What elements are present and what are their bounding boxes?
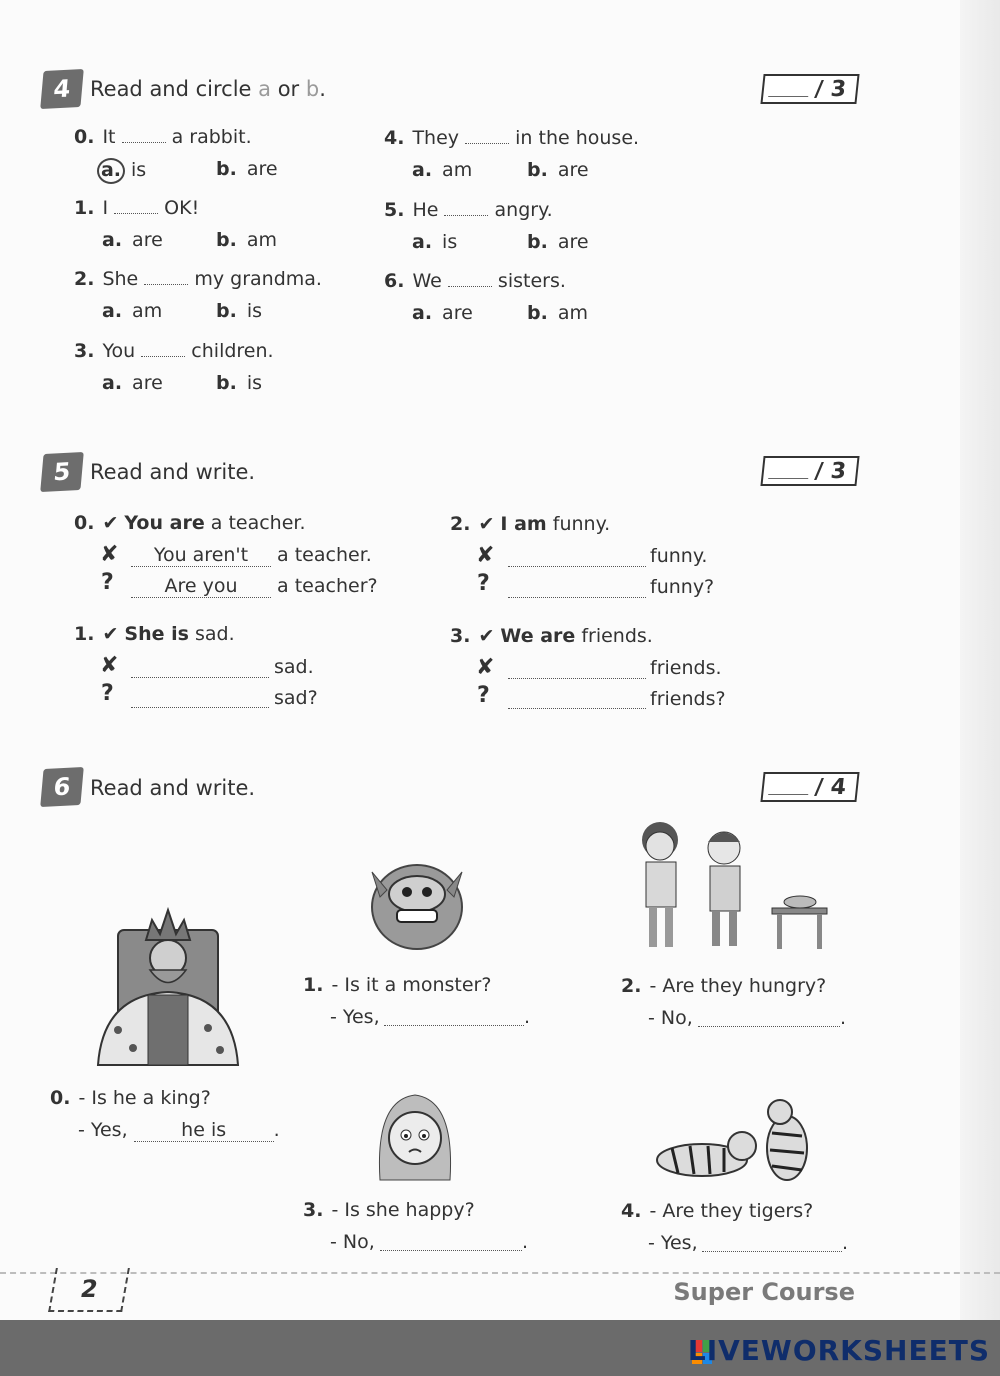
line-end: friends?: [650, 688, 726, 710]
item-number: 1.: [74, 197, 95, 219]
item-pre: It: [102, 126, 116, 148]
item-blank[interactable]: [122, 142, 166, 143]
s5-item-0-statement: [74, 512, 306, 534]
section-6-badge: [40, 767, 84, 807]
line-end: a teacher?: [277, 575, 378, 597]
option-label: b.: [527, 231, 548, 253]
s4-item-4: [384, 127, 639, 149]
king-illustration: [88, 900, 248, 1075]
section-6-number: 6: [52, 772, 72, 802]
option-label: b.: [216, 300, 237, 322]
section-5-badge: [40, 452, 84, 492]
s5-item-0-negative: [131, 544, 372, 567]
answer-pre: - Yes,: [78, 1119, 128, 1141]
option-text: am: [557, 302, 588, 324]
s6-item-3-question: [303, 1199, 475, 1221]
page-number: 2: [78, 1275, 100, 1303]
page-number-badge: [48, 1268, 130, 1312]
item-post: my grandma.: [194, 268, 322, 290]
question-text: - Is she happy?: [331, 1199, 475, 1221]
option-label: b.: [216, 372, 237, 394]
footer-divider: [0, 1272, 1000, 1274]
option-text: is: [246, 372, 263, 394]
section-5-number: 5: [52, 457, 72, 487]
cross-icon: ✘: [100, 542, 119, 567]
item-blank[interactable]: [448, 286, 492, 287]
item-number: 1.: [303, 974, 324, 996]
item-post: sisters.: [497, 270, 566, 292]
s5-item-3-statement: [450, 625, 653, 647]
statement-bold: We are: [500, 625, 576, 647]
s6-item-1-question: [303, 974, 491, 996]
s4-item-4-option-b[interactable]: [527, 159, 589, 181]
item-post: a rabbit.: [171, 126, 252, 148]
title-b: b: [305, 77, 320, 101]
option-label: a.: [412, 231, 433, 253]
s6-item-3-answer-input[interactable]: [380, 1250, 522, 1251]
s6-item-2-question: [621, 975, 826, 997]
s5-item-2-negative-input[interactable]: [508, 566, 646, 567]
option-text: is: [442, 231, 458, 253]
circled-answer: a.: [97, 158, 125, 184]
s6-item-4-answer-input[interactable]: [702, 1251, 842, 1252]
score-total: / 3: [813, 76, 848, 102]
s6-item-2-answer-input[interactable]: [698, 1026, 840, 1027]
answer-end: .: [522, 1231, 529, 1253]
s4-item-5-option-a[interactable]: [412, 231, 457, 253]
filled-answer[interactable]: he is: [134, 1119, 274, 1142]
section-4-title: [90, 77, 326, 101]
option-label: b.: [216, 158, 237, 180]
answer-end: .: [273, 1119, 280, 1141]
s4-item-1: [74, 197, 199, 219]
item-pre: You: [102, 340, 136, 362]
line-end: a teacher.: [277, 544, 372, 566]
option-label: b.: [216, 229, 237, 251]
hungry-children-illustration: [632, 818, 832, 953]
score-blank: [768, 82, 810, 97]
s4-item-0-option-b[interactable]: [216, 158, 278, 180]
item-number: 4.: [621, 1200, 642, 1222]
section-4-badge: [40, 69, 84, 109]
item-number: 0.: [50, 1087, 71, 1109]
item-number: 3.: [450, 625, 471, 647]
item-post: OK!: [164, 197, 200, 219]
s5-item-0-question: [131, 575, 378, 598]
option-label: b.: [527, 302, 548, 324]
item-pre: She: [102, 268, 139, 290]
question-mark-icon: ?: [101, 681, 114, 706]
s4-item-0-option-a[interactable]: [97, 158, 146, 184]
question-text: - Is it a monster?: [331, 974, 492, 996]
title-text: or: [271, 77, 306, 101]
s4-item-3: [74, 340, 274, 362]
s5-item-1-negative-input[interactable]: [131, 677, 269, 678]
option-text: are: [442, 302, 473, 324]
s6-item-0-question: [50, 1087, 211, 1109]
page-edge: [960, 0, 1000, 1320]
item-pre: I: [102, 197, 109, 219]
question-text: - Are they hungry?: [649, 975, 827, 997]
check-icon: ✔: [102, 623, 119, 645]
item-number: 5.: [384, 199, 405, 221]
item-number: 4.: [384, 127, 405, 149]
section-5-score-box[interactable]: [760, 456, 859, 486]
option-label: a.: [102, 300, 123, 322]
s4-item-6-option-a[interactable]: [412, 302, 473, 324]
s5-item-1-statement: [74, 623, 235, 645]
item-blank[interactable]: [141, 356, 185, 357]
statement-bold: I am: [500, 513, 547, 535]
score-total: / 3: [813, 458, 848, 484]
s5-item-3-negative-input[interactable]: [508, 678, 646, 679]
option-text: is: [246, 300, 263, 322]
item-number: 2.: [450, 513, 471, 535]
item-number: 3.: [74, 340, 95, 362]
option-text: is: [131, 159, 147, 181]
check-icon: ✔: [102, 512, 119, 534]
section-4-score-box[interactable]: [760, 74, 859, 104]
item-pre: We: [412, 270, 442, 292]
s4-item-2-option-b[interactable]: [216, 300, 262, 322]
question-mark-icon: ?: [477, 571, 490, 596]
item-blank[interactable]: [144, 284, 188, 285]
statement-rest: sad.: [188, 623, 235, 645]
statement-bold: You are: [124, 512, 205, 534]
item-blank[interactable]: [444, 215, 488, 216]
question-text: - Is he a king?: [78, 1087, 211, 1109]
option-text: are: [132, 372, 163, 394]
section-5-title: Read and write.: [90, 460, 256, 484]
s4-item-6: [384, 270, 566, 292]
item-number: 3.: [303, 1199, 324, 1221]
s5-item-1-question-input[interactable]: [131, 707, 269, 708]
liveworksheets-watermark: LIVEWORKSHEETS: [687, 1334, 990, 1367]
option-text: are: [132, 229, 163, 251]
option-text: are: [246, 158, 278, 180]
line-end: funny.: [650, 545, 708, 567]
cross-icon: ✘: [476, 655, 495, 680]
statement-bold: She is: [124, 623, 189, 645]
s4-item-3-option-b[interactable]: [216, 372, 262, 394]
s6-item-0-answer: [78, 1119, 280, 1142]
item-post: children.: [191, 340, 274, 362]
sad-girl-illustration: [375, 1090, 455, 1185]
title-text: Read and circle: [90, 77, 259, 101]
s4-item-5-option-b[interactable]: [527, 231, 589, 253]
s6-item-4-question: [621, 1200, 813, 1222]
line-end: funny?: [650, 576, 715, 598]
option-label: a.: [412, 302, 433, 324]
statement-rest: friends.: [575, 625, 653, 647]
s4-item-5: [384, 199, 553, 221]
option-text: are: [557, 159, 589, 181]
option-text: am: [132, 300, 163, 322]
question-mark-icon: ?: [101, 570, 114, 595]
item-pre: He: [412, 199, 439, 221]
option-label: a.: [102, 372, 123, 394]
line-end: sad?: [274, 687, 318, 709]
s4-item-1-option-b[interactable]: [216, 229, 277, 251]
answer-pre: - Yes,: [330, 1006, 380, 1028]
title-text: .: [319, 77, 326, 101]
filled-answer[interactable]: Are you: [131, 575, 271, 598]
option-label: b.: [527, 159, 548, 181]
item-number: 2.: [621, 975, 642, 997]
question-text: - Are they tigers?: [649, 1200, 814, 1222]
item-number: 1.: [74, 623, 95, 645]
s4-item-4-option-a[interactable]: [412, 159, 472, 181]
check-icon: ✔: [478, 625, 495, 647]
s4-item-0: [74, 126, 252, 148]
s5-item-2-question-input[interactable]: [508, 597, 646, 598]
filled-answer[interactable]: You aren't: [131, 544, 271, 567]
section-4-number: 4: [52, 74, 72, 104]
score-blank: [768, 780, 810, 795]
answer-end: .: [840, 1007, 847, 1029]
answer-end: .: [842, 1232, 849, 1254]
tigers-illustration: [652, 1098, 822, 1188]
s4-item-3-option-a[interactable]: [102, 372, 163, 394]
s4-item-6-option-b[interactable]: [527, 302, 588, 324]
answer-end: .: [524, 1006, 531, 1028]
answer-pre: - Yes,: [648, 1232, 698, 1254]
statement-rest: a teacher.: [204, 512, 306, 534]
cross-icon: ✘: [476, 543, 495, 568]
option-text: are: [557, 231, 589, 253]
s5-item-2-statement: [450, 513, 610, 535]
section-6-title: Read and write.: [90, 776, 256, 800]
option-text: am: [442, 159, 473, 181]
s4-item-1-option-a[interactable]: [102, 229, 163, 251]
option-text: am: [246, 229, 277, 251]
item-number: 0.: [74, 512, 95, 534]
line-end: friends.: [650, 657, 722, 679]
item-number: 2.: [74, 268, 95, 290]
check-icon: ✔: [478, 513, 495, 535]
brand-name: Super Course: [673, 1278, 855, 1306]
score-total: / 4: [813, 774, 848, 800]
s5-item-3-question-input[interactable]: [508, 708, 646, 709]
item-blank[interactable]: [114, 213, 158, 214]
question-mark-icon: ?: [477, 683, 490, 708]
item-post: in the house.: [515, 127, 640, 149]
item-number: 6.: [384, 270, 405, 292]
option-label: a.: [102, 229, 123, 251]
s6-item-1-answer-input[interactable]: [384, 1025, 524, 1026]
answer-pre: - No,: [648, 1007, 693, 1029]
s4-item-2: [74, 268, 322, 290]
item-number: 0.: [74, 126, 95, 148]
title-a: a: [258, 77, 272, 101]
line-end: sad.: [274, 656, 314, 678]
option-label: a.: [412, 159, 433, 181]
s4-item-2-option-a[interactable]: [102, 300, 162, 322]
item-blank[interactable]: [465, 143, 509, 144]
item-post: angry.: [494, 199, 553, 221]
cross-icon: ✘: [100, 653, 119, 678]
item-pre: They: [412, 127, 460, 149]
statement-rest: funny.: [546, 513, 611, 535]
answer-pre: - No,: [330, 1231, 375, 1253]
score-blank: [768, 464, 810, 479]
monster-illustration: [362, 852, 472, 952]
section-6-score-box[interactable]: [760, 772, 859, 802]
